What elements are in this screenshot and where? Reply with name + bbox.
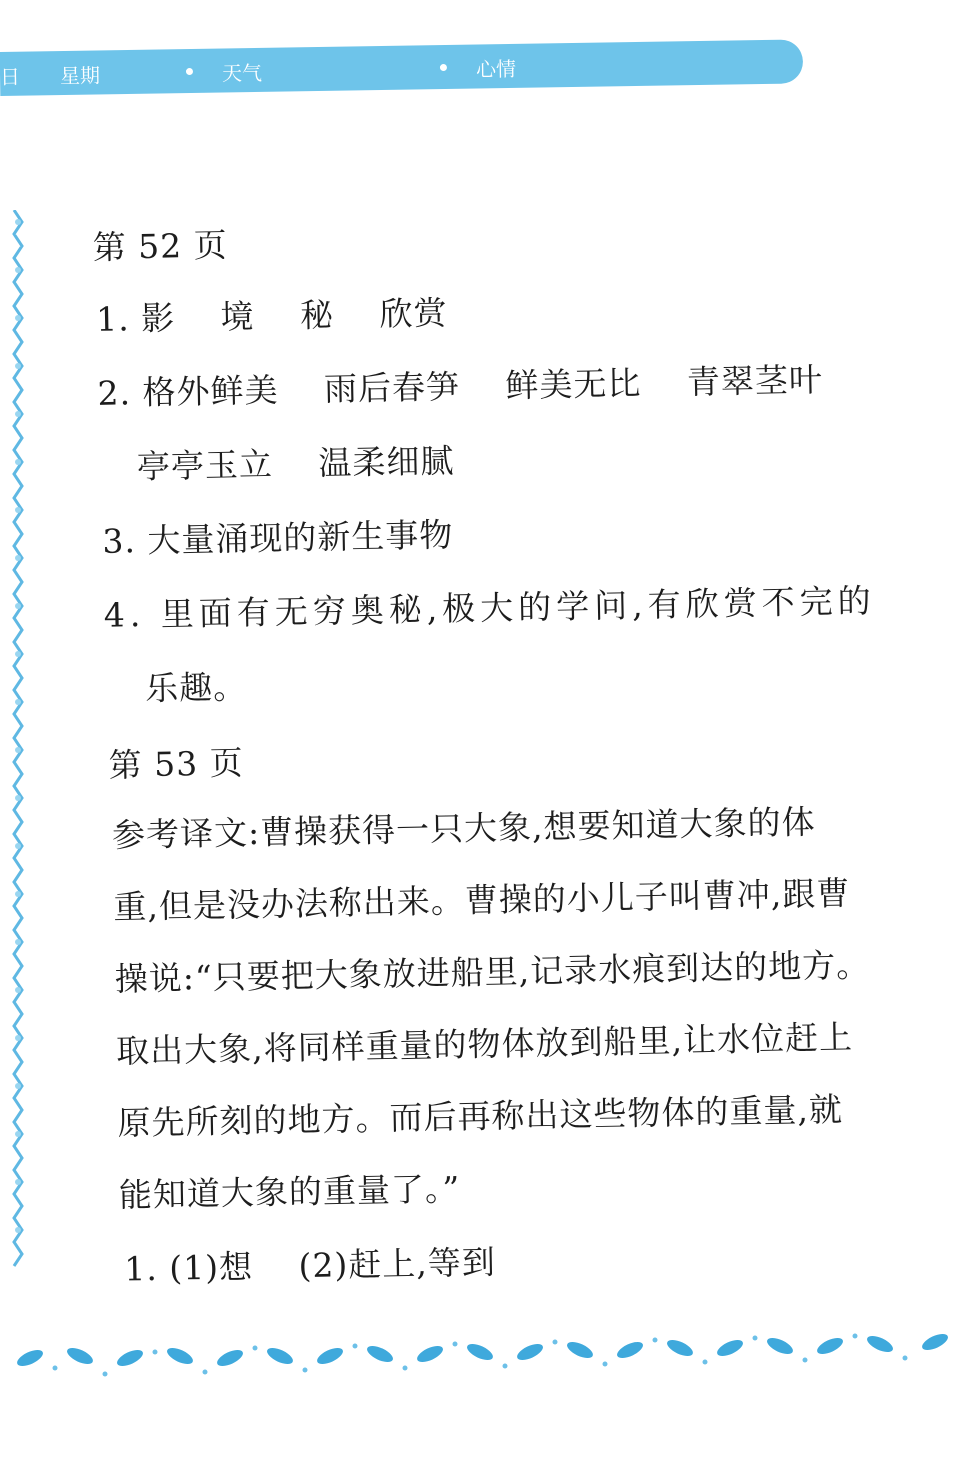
translation-line: 参考译文:曹操获得一只大象,想要知道大象的体: [111, 802, 816, 855]
mood-label: 心情: [475, 56, 517, 82]
answer-word: 雨后春笋: [323, 366, 461, 409]
left-decorative-border: [4, 210, 38, 1270]
translation-line: 能知道大象的重量了。”: [118, 1169, 461, 1215]
weekday-label: 星期: [59, 63, 101, 89]
page-52-title: 第 52 页: [92, 225, 229, 267]
answer-52-3: [102, 509, 454, 563]
answer-word: 秘: [299, 295, 335, 335]
answer-word: 亭亭玉立: [136, 444, 274, 487]
answer-word: 格外鲜美: [142, 370, 279, 413]
question-number: 1.: [95, 299, 130, 339]
answer-word: 鲜美无比: [505, 363, 642, 406]
answer-52-4-line-1: [103, 575, 876, 637]
answer-53-1: [124, 1236, 496, 1290]
answer-52-2-line-2: [136, 435, 454, 488]
diary-header-bar: [0, 39, 803, 96]
answer-part: (2)赶上,等到: [298, 1242, 497, 1286]
answer-text: 大量涌现的新生事物: [146, 515, 454, 560]
question-number: 4.: [103, 595, 146, 635]
bottom-decorative-border: [0, 1318, 955, 1388]
answer-52-4-line-2: 乐趣。: [144, 667, 248, 709]
weather-label: 天气: [221, 60, 263, 86]
answer-52-2-line-1: [97, 354, 823, 415]
answer-word: 境: [220, 296, 255, 337]
separator-dot-icon: [440, 64, 447, 71]
answer-content: [90, 194, 900, 1289]
page-53-title: 第 53 页: [108, 743, 244, 785]
answer-word: 青翠茎叶: [686, 359, 824, 402]
answer-part: (1)想: [168, 1247, 254, 1288]
day-label: 日: [0, 64, 21, 89]
translation-line: 重,但是没办法称出来。曹操的小儿子叫曹冲,跟曹: [113, 873, 851, 927]
question-number: 1.: [123, 1248, 159, 1289]
answer-word: 影: [140, 298, 176, 339]
translation-line: 取出大象,将同样重量的物体放到船里,让水位赶上: [115, 1017, 854, 1071]
question-number: 2.: [97, 373, 132, 413]
answer-52-1: [96, 287, 448, 341]
answer-text: 里面有无穷奥秘,极大的学问,有欣赏不完的: [160, 580, 876, 634]
question-number: 3.: [101, 521, 137, 561]
translation-line: 原先所刻的地方。而后再称出这些物体的重量,就: [117, 1089, 844, 1143]
translation-line: 操说:“只要把大象放进船里,记录水痕到达的地方。: [114, 945, 871, 999]
separator-dot-icon: [186, 68, 193, 75]
answer-word: 温柔细腻: [318, 441, 455, 483]
answer-word: 欣赏: [379, 293, 448, 334]
